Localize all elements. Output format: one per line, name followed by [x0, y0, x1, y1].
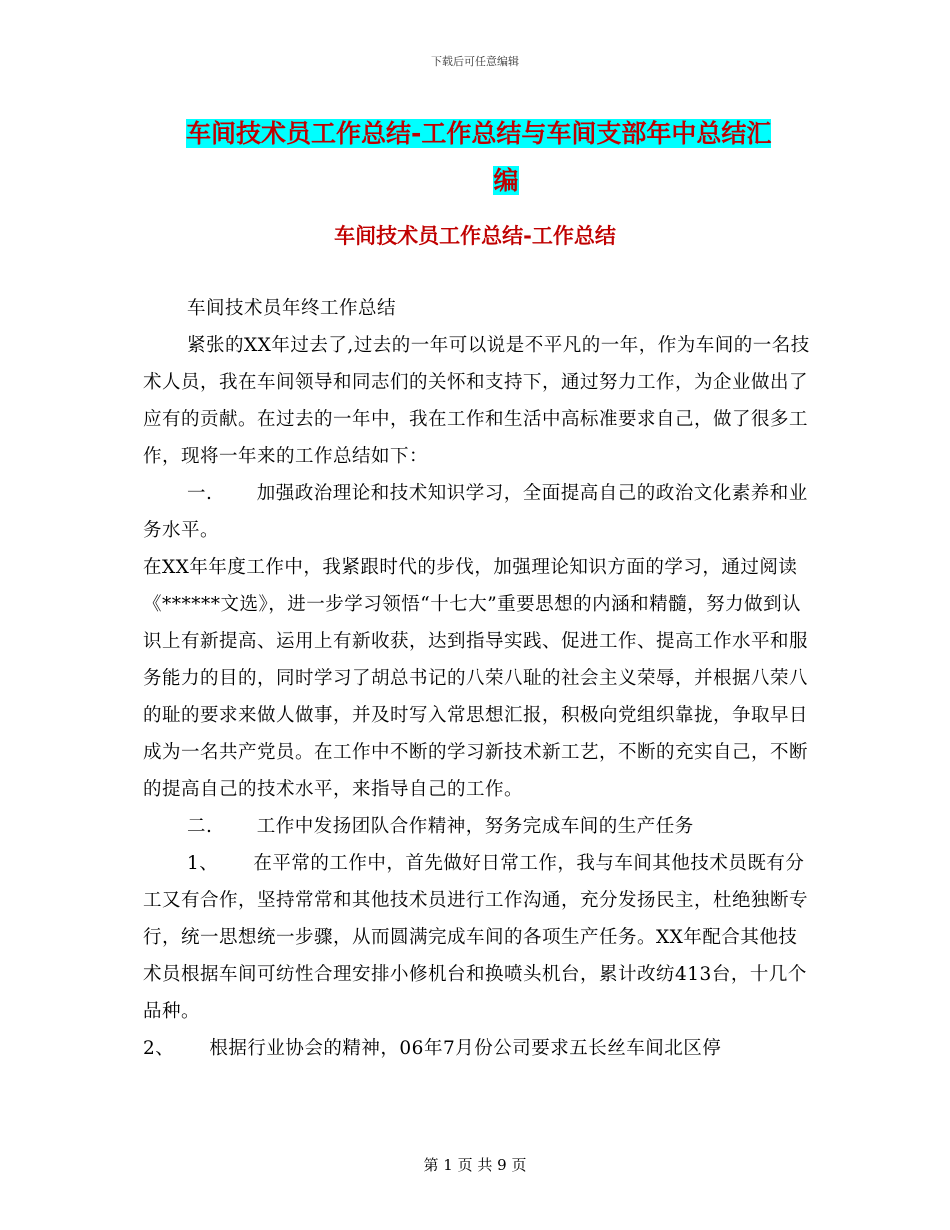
document-title: [186, 110, 826, 204]
title-line-2: 编: [493, 166, 519, 195]
paragraph-heading: 车间技术员年终工作总结: [187, 298, 397, 319]
paragraph-section-1: 一. 加强政治理论和技术知识学习，全面提高自己的政治文化素养和业务水平。: [143, 483, 808, 541]
paragraph-item-2: 2、 根据行业协会的精神，06年7月份公司要求五长丝车间北区停: [143, 1038, 722, 1059]
page-header: 下载后可任意编辑: [431, 55, 519, 68]
page-footer: 第 1 页 共 9 页: [423, 1156, 527, 1174]
paragraph-item-1: 1、 在平常的工作中，首先做好日常工作，我与车间其他技术员既有分工又有合作，坚持常常和其他技术员进行工作沟通，充分发扬民主，杜绝独断专行，统一思想统一步骤，从而圆满完成车间的各项生产任务。XX年配合其他技术员根据车间可纺性合理安排小修机台和换喷头机台，累计改纺413台，十几个品种。: [143, 853, 809, 1022]
paragraph-section-2: 二. 工作中发扬团队合作精神，努务完成车间的生产任务: [187, 816, 694, 837]
document-body: [143, 290, 813, 1067]
paragraph-intro: 紧张的XX年过去了,过去的一年可以说是不平凡的一年，作为车间的一名技术人员，我在车间领导和同志们的关怀和支持下，通过努力工作，为企业做出了应有的贡献。在过去的一年中，我在工作和生活中高标准要求自己，做了很多工作，现将一年来的工作总结如下：: [143, 335, 810, 467]
paragraph-study: 在XX年年度工作中，我紧跟时代的步伐，加强理论知识方面的学习，通过阅读《******文选》，进一步学习领悟“十七大”重要思想的内涵和精髓，努力做到认识上有新提高、运用上有新收获，达到指导实践、促进工作、提高工作水平和服务能力的目的，同时学习了胡总书记的八荣八耻的社会主义荣辱，并根据八荣八的耻的要求来做人做事，并及时写入常思想汇报，积极向党组织靠拢，争取早日成为一名共产党员。在工作中不断的学习新技术新工艺，不断的充实自己，不断的提高自己的技术水平，来指导自己的工作。: [143, 557, 809, 800]
title-line-1: 车间技术员工作总结-工作总结与车间支部年中总结汇: [186, 119, 772, 148]
section-title: 车间技术员工作总结-工作总结: [334, 224, 616, 248]
